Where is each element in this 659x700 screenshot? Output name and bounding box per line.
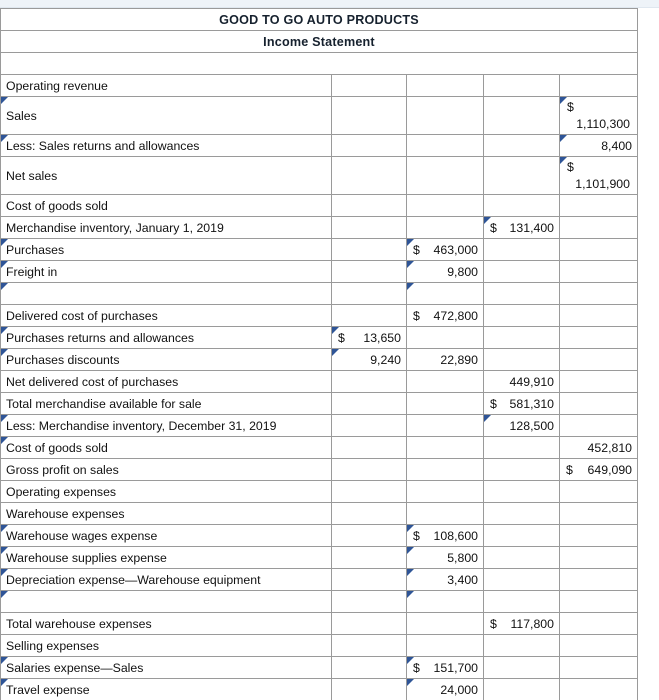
row-label: Merchandise inventory, January 1, 2019 (1, 217, 332, 239)
currency-symbol: $ (413, 660, 420, 675)
amount-cell[interactable] (332, 327, 407, 349)
table-row (1, 217, 638, 239)
empty-cell (332, 393, 407, 415)
row-label-blank[interactable] (1, 283, 332, 305)
row-label: Operating expenses (1, 481, 332, 503)
amount-value: 1,101,900 (575, 176, 630, 191)
empty-cell (332, 635, 407, 657)
statement-title: Income Statement (1, 31, 638, 53)
table-row (1, 327, 638, 349)
empty-cell (560, 327, 638, 349)
currency-symbol: $ (413, 242, 420, 257)
empty-cell (484, 679, 560, 700)
empty-cell (484, 635, 560, 657)
row-label: Total warehouse expenses (1, 613, 332, 635)
empty-cell (407, 459, 484, 481)
row-label: Total merchandise available for sale (1, 393, 332, 415)
empty-cell (332, 481, 407, 503)
page-top-strip (0, 0, 659, 8)
row-label[interactable]: Purchases (1, 239, 332, 261)
amount-cell (560, 459, 638, 481)
amount-value: 1,110,300 (576, 116, 630, 131)
amount-value: 649,090 (587, 462, 632, 477)
amount-cell[interactable] (407, 525, 484, 547)
table-row (1, 657, 638, 679)
amount-value: 463,000 (433, 242, 478, 257)
row-label[interactable]: Freight in (1, 261, 332, 283)
row-label[interactable]: Depreciation expense—Warehouse equipment (1, 569, 332, 591)
amount-cell[interactable] (407, 239, 484, 261)
empty-cell (332, 305, 407, 327)
table-row (1, 393, 638, 415)
empty-cell (484, 503, 560, 525)
row-label: Gross profit on sales (1, 459, 332, 481)
empty-cell (407, 195, 484, 217)
worksheet-body (1, 9, 638, 75)
currency-symbol: $ (566, 462, 573, 477)
empty-cell (484, 239, 560, 261)
empty-cell (407, 481, 484, 503)
empty-cell (560, 283, 638, 305)
row-label[interactable]: Warehouse supplies expense (1, 547, 332, 569)
title-row (1, 9, 638, 31)
row-label: Delivered cost of purchases (1, 305, 332, 327)
empty-cell (407, 217, 484, 239)
empty-cell (332, 437, 407, 459)
empty-cell (560, 613, 638, 635)
empty-cell (560, 305, 638, 327)
empty-cell (484, 437, 560, 459)
empty-cell (332, 415, 407, 437)
amount-cell: 449,910 (484, 371, 560, 393)
table-row (1, 679, 638, 700)
row-label[interactable]: Sales (1, 97, 332, 135)
empty-cell (332, 239, 407, 261)
empty-cell (407, 75, 484, 97)
empty-cell (332, 459, 407, 481)
empty-cell (332, 569, 407, 591)
empty-cell (332, 97, 407, 135)
row-label: Operating revenue (1, 75, 332, 97)
table-row (1, 305, 638, 327)
amount-cell (484, 613, 560, 635)
empty-cell (407, 135, 484, 157)
empty-cell[interactable] (407, 283, 484, 305)
empty-cell (560, 371, 638, 393)
row-label[interactable]: Warehouse wages expense (1, 525, 332, 547)
row-label: Selling expenses (1, 635, 332, 657)
amount-value: 13,650 (363, 330, 401, 345)
empty-cell (560, 635, 638, 657)
table-row (1, 503, 638, 525)
row-label[interactable]: Purchases discounts (1, 349, 332, 371)
empty-cell (332, 135, 407, 157)
empty-cell (560, 569, 638, 591)
row-label: Warehouse expenses (1, 503, 332, 525)
row-label[interactable]: Cost of goods sold (1, 437, 332, 459)
row-label[interactable]: Less: Merchandise inventory, December 31, 2019 (1, 415, 332, 437)
table-row (1, 525, 638, 547)
empty-cell (332, 613, 407, 635)
table-row (1, 157, 638, 195)
empty-cell (332, 283, 407, 305)
table-row (1, 349, 638, 371)
empty-cell (560, 75, 638, 97)
empty-cell (484, 97, 560, 135)
table-row (1, 239, 638, 261)
line-item-rows (1, 75, 638, 700)
empty-cell (560, 591, 638, 613)
table-row (1, 591, 638, 613)
row-label[interactable]: Travel expense (1, 679, 332, 700)
empty-cell (407, 327, 484, 349)
currency-symbol: $ (490, 396, 497, 411)
empty-cell (560, 679, 638, 700)
amount-value: 131,400 (509, 220, 554, 235)
currency-symbol: $ (567, 159, 574, 174)
empty-cell (407, 503, 484, 525)
empty-cell (484, 481, 560, 503)
empty-cell (560, 657, 638, 679)
empty-cell (484, 525, 560, 547)
statement-period-field[interactable] (1, 53, 638, 75)
amount-cell[interactable]: 3,400 (407, 569, 484, 591)
empty-cell (332, 503, 407, 525)
table-row (1, 283, 638, 305)
empty-cell (560, 349, 638, 371)
empty-cell (484, 195, 560, 217)
amount-cell: 452,810 (560, 437, 638, 459)
empty-cell (332, 157, 407, 195)
amount-cell[interactable] (560, 157, 638, 195)
currency-symbol: $ (413, 528, 420, 543)
table-row (1, 459, 638, 481)
amount-cell[interactable]: 8,400 (560, 135, 638, 157)
table-row (1, 547, 638, 569)
amount-value: 151,700 (433, 660, 478, 675)
row-label-blank[interactable] (1, 591, 332, 613)
amount-cell[interactable]: 9,240 (332, 349, 407, 371)
subtitle-row (1, 31, 638, 53)
table-row (1, 437, 638, 459)
empty-cell (484, 349, 560, 371)
table-row (1, 135, 638, 157)
empty-cell (407, 371, 484, 393)
empty-cell (407, 415, 484, 437)
empty-cell (332, 75, 407, 97)
amount-cell[interactable]: 5,800 (407, 547, 484, 569)
empty-cell (484, 459, 560, 481)
row-label: Net delivered cost of purchases (1, 371, 332, 393)
amount-value: 581,310 (509, 396, 554, 411)
row-label: Cost of goods sold (1, 195, 332, 217)
empty-cell (560, 393, 638, 415)
empty-cell (560, 525, 638, 547)
amount-cell (484, 393, 560, 415)
empty-cell (407, 97, 484, 135)
empty-cell (332, 195, 407, 217)
empty-cell (484, 657, 560, 679)
row-label[interactable]: Purchases returns and allowances (1, 327, 332, 349)
empty-cell (332, 371, 407, 393)
empty-cell (484, 261, 560, 283)
empty-cell (332, 525, 407, 547)
currency-symbol: $ (567, 99, 574, 114)
currency-symbol: $ (490, 220, 497, 235)
table-row (1, 75, 638, 97)
company-title: GOOD TO GO AUTO PRODUCTS (1, 9, 638, 31)
currency-symbol: $ (490, 616, 497, 631)
empty-cell (484, 591, 560, 613)
amount-value: 108,600 (433, 528, 478, 543)
empty-cell[interactable] (407, 591, 484, 613)
empty-cell (484, 75, 560, 97)
empty-cell (484, 157, 560, 195)
table-row (1, 371, 638, 393)
empty-cell (407, 613, 484, 635)
empty-cell (484, 569, 560, 591)
amount-cell (407, 305, 484, 327)
empty-cell (332, 679, 407, 700)
amount-cell[interactable]: 9,800 (407, 261, 484, 283)
empty-cell (560, 217, 638, 239)
table-row (1, 195, 638, 217)
empty-cell (484, 135, 560, 157)
empty-cell (484, 305, 560, 327)
empty-cell (407, 635, 484, 657)
row-label: Net sales (1, 157, 332, 195)
table-row (1, 97, 638, 135)
currency-symbol: $ (413, 308, 420, 323)
empty-cell (484, 547, 560, 569)
amount-cell[interactable] (407, 657, 484, 679)
empty-cell (560, 481, 638, 503)
table-row (1, 635, 638, 657)
amount-cell[interactable]: 24,000 (407, 679, 484, 700)
empty-cell (560, 261, 638, 283)
empty-cell (407, 437, 484, 459)
amount-value: 117,800 (510, 616, 554, 631)
amount-cell[interactable]: 128,500 (484, 415, 560, 437)
amount-cell[interactable] (484, 217, 560, 239)
empty-cell (407, 393, 484, 415)
empty-cell (560, 547, 638, 569)
empty-cell (560, 195, 638, 217)
empty-cell (332, 261, 407, 283)
empty-cell (332, 547, 407, 569)
table-row (1, 415, 638, 437)
empty-cell (484, 327, 560, 349)
empty-cell (332, 217, 407, 239)
table-row (1, 569, 638, 591)
empty-cell (332, 657, 407, 679)
period-row[interactable] (1, 53, 638, 75)
table-row (1, 481, 638, 503)
income-statement-table (0, 8, 638, 700)
amount-cell[interactable] (560, 97, 638, 135)
row-label[interactable]: Less: Sales returns and allowances (1, 135, 332, 157)
currency-symbol: $ (338, 330, 345, 345)
empty-cell (332, 591, 407, 613)
empty-cell (560, 239, 638, 261)
empty-cell (560, 503, 638, 525)
row-label[interactable]: Salaries expense—Sales (1, 657, 332, 679)
amount-value: 472,800 (433, 308, 478, 323)
amount-cell: 22,890 (407, 349, 484, 371)
table-row (1, 613, 638, 635)
empty-cell (560, 415, 638, 437)
empty-cell (484, 283, 560, 305)
table-row (1, 261, 638, 283)
empty-cell (407, 157, 484, 195)
